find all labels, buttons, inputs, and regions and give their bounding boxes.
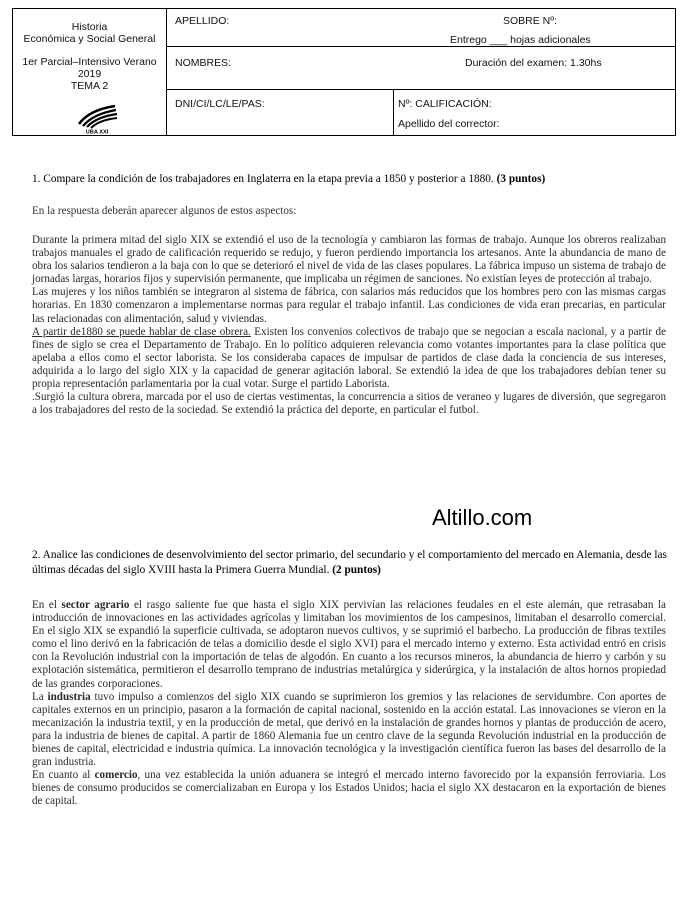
exam-year: 2019 — [77, 68, 102, 80]
apellido-label: APELLIDO: — [175, 15, 230, 27]
question-2-title: 2. Analice las condiciones de desenvolvimiento del sector primario, del secundario y el comportamiento del mercado en Alemania, desde las últimas décadas del siglo XVIII hasta la Primera Guerra Mundial. (2 puntos) — [32, 549, 667, 576]
logo-text: UBA XXI — [85, 129, 109, 134]
answer-1-paragraph-3: A partir de1880 se puede hablar de clase obrera. Existen los convenios colectivos de trabajo que se negocian a escala nacional, y a partir de fines de siglo se crea el Departamento de Trabajo. En lo político adquieren relevancia como votantes importantes para la clase política que apelaba a ellos como el sector laborista. Se los consideraba capaces de impulsar de partidos de clase dada la conciencia de sus intereses, adquirida a lo largo del siglo XIX y la capacidad de generar agitación laboral. Se extendió la idea de que los trabajadores debían tener su propia representación parlamentaria por la cual votar. Surge el partido Laborista. — [32, 325, 666, 391]
nombres-label: NOMBRES: — [175, 57, 232, 69]
calificacion-label: Nº: CALIFICACIÓN: — [398, 98, 492, 110]
uba-xxi-logo-icon — [75, 104, 119, 134]
dni-label: DNI/CI/LC/LE/PAS: — [175, 98, 265, 110]
answer-2-paragraph-1: En el sector agrario el rasgo saliente fue que hasta el siglo XIX pervivían las relaciones feudales en el este alemán, que retrasaban la introducción de innovaciones en las actividades agrícolas y limitaban los movimientos de los campesinos, limitaban el desarrollo comercial. En el siglo XIX se expandió la superficie cultivada, se adoptaron nuevos cultivos, y se suprimió el barbecho. La producción de fibras textiles como el lino derivó en la fabricación de telas a domicilio desde el siglo XVI) para el mercado interno y externo. Esta actividad entró en crisis con la Revolución industrial con la importación de telas de algodón. En cuanto a los recursos mineros, la abundancia de hierro y carbón y su explotación sistemática, permitieron el desarrollo temprano de industrias metalúrgica y siderúrgica, y la instalación de altos hornos propiedad de las grandes corporaciones. — [32, 599, 666, 690]
answer-2-paragraph-3: En cuanto al comercio, una vez establecida la unión aduanera se integró el mercado interno favorecido por la expansión ferroviaria. Los bienes de consumo producidos se comercializaban en Europa y los Estados Unidos; hacia el siglo XX destacaron en la exportación de bienes de capital. — [32, 769, 666, 808]
exam-tema: TEMA 2 — [70, 80, 109, 92]
sobre-label: SOBRE Nº: — [503, 15, 558, 27]
underlined-statement: A partir de1880 se puede hablar de clase obrera. — [32, 325, 251, 338]
exam-header-table — [12, 8, 676, 136]
question-1-title: 1. Compare la condición de los trabajadores en Inglaterra en la etapa previa a 1850 y posterior a 1880. (3 puntos) — [32, 173, 546, 185]
question-1-points: (3 puntos) — [496, 173, 546, 185]
exam-type: 1er Parcial–Intensivo Verano — [22, 56, 157, 68]
question-1-intro: En la respuesta deberán aparecer algunos de estos aspectos: — [32, 205, 297, 217]
answer-1-paragraph-4: .Surgió la cultura obrera, marcada por el uso de ciertas vestimentas, la concurrencia a sitios de veraneo y lugares de diversión, que segregaron a los trabajadores del resto de la sociedad. Se extendió la práctica del deporte, en particular el futbol. — [32, 391, 666, 417]
answer-1-paragraph-2: Las mujeres y los niños también se integraron al sistema de fábrica, con salarios más reducidos que los hombres pero con las mismas cargas horarias. En 1830 comenzaron a implementarse normas para regular el trabajo infantil. Las condiciones de vida eran precarias, en particular las relacionadas con alimentación, salud y viviendas. — [32, 286, 666, 325]
entrego-label: Entrego ___ hojas adicionales — [450, 34, 591, 46]
course-name-line1: Historia — [71, 21, 108, 33]
answer-2-paragraph-2: La industria tuvo impulso a comienzos del siglo XIX cuando se suprimieron los gremios y las relaciones de servidumbre. Con aportes de capitales externos en un principio, pasaron a la formación de capital nacional, sostenido en la acción estatal. Las innovaciones se vieron en la mecanización la industria textil, y en la producción de metal, que derivó en la instalación de grandes hornos y plantas de producción de acero, para la industria de bienes de capital. A partir de 1860 Alemania fue un centro clave de la segunda Revolución industrial en la producción de bienes de capital, electricidad e industria química. La innovación tecnológica y la investigación científica fueron las bases del desarrollo de la gran industria. — [32, 690, 666, 769]
course-name-line2: Económica y Social General — [23, 33, 156, 45]
question-2-answer — [32, 599, 666, 809]
answer-1-paragraph-1: Durante la primera mitad del siglo XIX se extendió el uso de la tecnología y cambiaron las formas de trabajo. Aunque los obreros realizaban trabajos manuales el grado de calificación requerido se redujo, y fueron perdiendo importancia los artesanos. Ante la abundancia de mano de obra los salarios tendieron a la baja con lo que se deterioró el nivel de vida de las clases populares. La fábrica impuso un sistema de trabajo de jornadas largas, horarios fijos y supervisión permanente, que implicaba un régimen de sanciones. No existían leyes de protección al trabajo. — [32, 234, 666, 286]
duracion-label: Duración del examen: 1.30hs — [465, 57, 602, 69]
watermark-altillo: Altillo.com — [432, 505, 533, 530]
corrector-label: Apellido del corrector: — [398, 118, 500, 130]
question-1-answer — [32, 234, 666, 417]
question-2-points: (2 puntos) — [332, 564, 381, 576]
